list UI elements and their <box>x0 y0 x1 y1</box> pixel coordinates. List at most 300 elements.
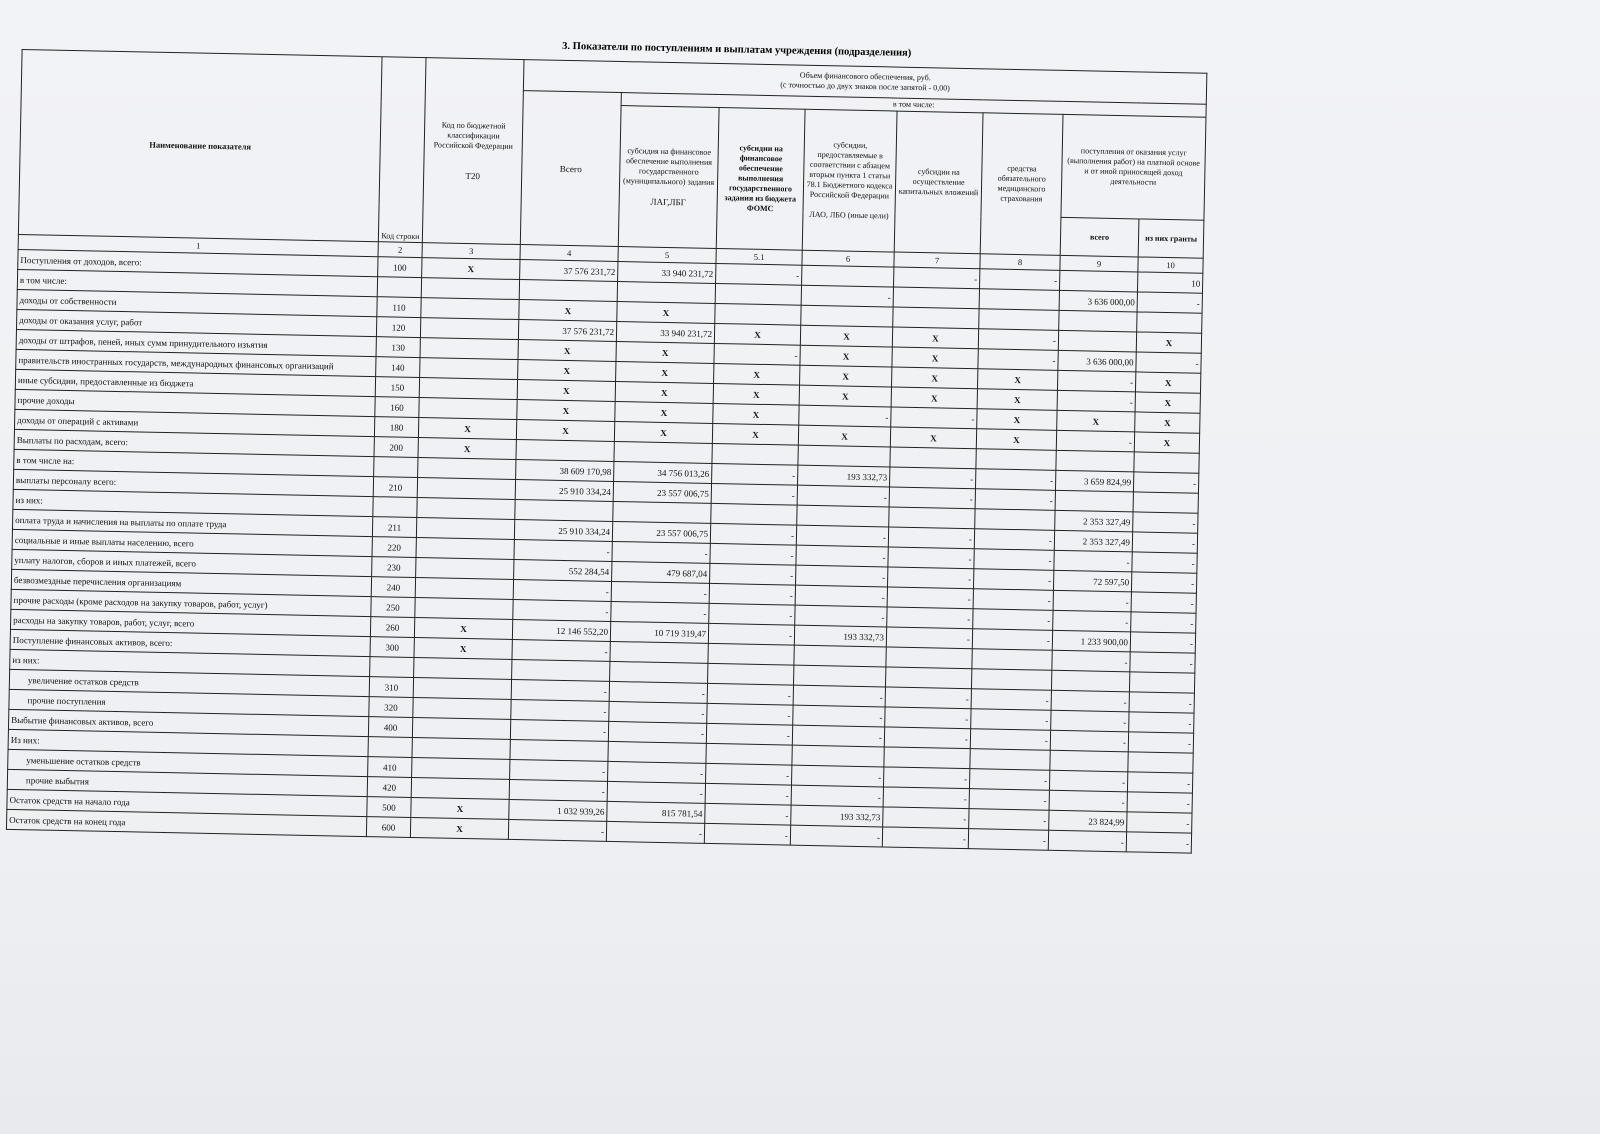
row-code <box>373 497 417 518</box>
row-cell: - <box>1051 710 1129 732</box>
row-cell: 37 576 231,72 <box>520 260 618 282</box>
row-cell: - <box>608 761 706 783</box>
row-label: уплату налогов, сборов и иных платежей, всего <box>12 549 372 576</box>
row-cell <box>715 283 801 305</box>
row-cell: - <box>972 629 1052 651</box>
row-cell <box>610 661 708 683</box>
row-cell <box>893 287 979 309</box>
row-cell: - <box>1048 830 1126 852</box>
row-cell <box>421 278 519 300</box>
row-cell: - <box>973 609 1053 631</box>
row-cell: Х <box>617 301 715 323</box>
row-cell: - <box>704 823 790 845</box>
row-cell <box>510 739 608 761</box>
row-cell: 12 146 552,20 <box>512 619 610 641</box>
row-cell: - <box>885 687 971 709</box>
row-label: Выбытие финансовых активов, всего <box>8 709 368 736</box>
row-cell: 2 353 327,49 <box>1054 530 1132 552</box>
row-cell: - <box>1131 572 1196 593</box>
row-cell: - <box>1053 590 1131 612</box>
header-col5-sub: ЛАГ,ЛБГ <box>650 196 687 207</box>
row-cell: Х <box>891 387 977 409</box>
row-label: прочие выбытия <box>7 769 367 796</box>
row-label: Остаток средств на начало года <box>7 789 367 816</box>
row-cell: 23 557 006,75 <box>613 481 711 503</box>
row-cell: 33 940 231,72 <box>618 262 716 284</box>
row-cell: - <box>969 769 1049 791</box>
row-cell <box>972 649 1052 671</box>
row-cell: 552 284,54 <box>514 559 612 581</box>
row-cell <box>1059 270 1137 292</box>
row-cell: - <box>887 587 973 609</box>
row-cell: - <box>1049 770 1127 792</box>
row-cell: 193 332,73 <box>794 625 886 647</box>
row-cell: - <box>887 607 973 629</box>
row-cell: - <box>512 639 610 661</box>
row-cell <box>975 509 1055 531</box>
row-label: доходы от штрафов, пеней, иных сумм принудительного изъятия <box>16 329 376 356</box>
header-kbk-label: Код по бюджетной классификации Российской Федерации <box>433 119 513 151</box>
row-cell: - <box>705 783 791 805</box>
row-cell: - <box>971 709 1051 731</box>
row-cell <box>801 305 893 327</box>
row-code: 310 <box>369 677 413 698</box>
row-cell: Х <box>714 363 800 385</box>
row-cell: Х <box>517 380 615 402</box>
row-label: безвозмездные перечисления организациям <box>11 569 371 596</box>
row-cell <box>420 318 518 340</box>
row-cell: Х <box>519 300 617 322</box>
row-cell: Х <box>516 420 614 442</box>
row-cell <box>971 669 1051 691</box>
col-number: 10 <box>1138 257 1203 273</box>
row-label: доходы от операций с активами <box>14 409 374 436</box>
row-cell: - <box>1127 812 1192 833</box>
row-cell <box>415 578 513 600</box>
row-cell <box>979 289 1059 311</box>
row-cell <box>414 657 512 679</box>
row-cell: - <box>609 701 707 723</box>
row-cell: 193 332,73 <box>798 465 890 487</box>
row-cell: Х <box>616 361 714 383</box>
row-label: Поступление финансовых активов, всего: <box>10 629 370 656</box>
row-cell: Х <box>614 421 712 443</box>
row-cell: - <box>608 721 706 743</box>
row-cell: - <box>710 543 796 565</box>
header-col51: субсидии на финансовое обеспечение выполнения государственного задания из бюджета ФОМС <box>716 108 805 251</box>
row-cell <box>1055 490 1133 512</box>
row-label: в том числе на: <box>14 449 374 476</box>
row-code: 320 <box>369 697 413 718</box>
row-cell: 23 557 006,75 <box>612 521 710 543</box>
financial-table <box>6 49 1208 854</box>
row-cell <box>1059 310 1137 332</box>
row-cell: - <box>1052 650 1130 672</box>
row-label: доходы от собственности <box>17 289 377 316</box>
row-cell: - <box>705 803 791 825</box>
row-label: Выплаты по расходам, всего: <box>14 429 374 456</box>
header-col5-label: субсидия на финансовое обеспечение выполнения государственного (муниципального) задания <box>623 145 715 187</box>
col-number: 1 <box>18 234 378 256</box>
row-cell: - <box>607 781 705 803</box>
row-cell: - <box>978 329 1058 351</box>
header-name: Наименование показателя <box>18 50 382 242</box>
row-cell <box>712 443 798 465</box>
row-cell: - <box>883 787 969 809</box>
row-cell <box>412 717 510 739</box>
row-cell: - <box>1132 532 1197 553</box>
row-cell: Х <box>977 409 1057 431</box>
row-code: 200 <box>374 437 418 458</box>
row-cell: Х <box>799 385 891 407</box>
row-cell: - <box>792 765 884 787</box>
header-in-that: в том числе: <box>621 93 1206 118</box>
row-cell: - <box>609 681 707 703</box>
row-cell: Х <box>977 389 1057 411</box>
row-cell: 34 756 013,26 <box>614 461 712 483</box>
row-label: прочие расходы (кроме расходов на закупку товаров, работ, услуг) <box>11 589 371 616</box>
row-cell: - <box>801 285 893 307</box>
row-cell: - <box>710 523 796 545</box>
row-cell: Х <box>892 367 978 389</box>
row-code: 400 <box>368 717 412 738</box>
row-cell <box>608 741 706 763</box>
row-cell: - <box>1126 832 1191 853</box>
row-cell: - <box>510 759 608 781</box>
row-cell: - <box>510 719 608 741</box>
row-cell: - <box>712 463 798 485</box>
row-cell: - <box>973 589 1053 611</box>
row-label: иные субсидии, предоставленные из бюджета <box>15 369 375 396</box>
row-cell <box>886 647 972 669</box>
row-cell: - <box>795 585 887 607</box>
row-cell: 25 910 334,24 <box>514 519 612 541</box>
row-cell: - <box>1133 512 1198 533</box>
row-cell: 193 332,73 <box>791 805 883 827</box>
header-col5 <box>618 106 719 249</box>
row-cell <box>715 303 801 325</box>
row-cell: - <box>1054 550 1132 572</box>
row-cell <box>613 501 711 523</box>
row-code: 180 <box>374 417 418 438</box>
row-cell: - <box>890 467 976 489</box>
row-cell: Х <box>518 340 616 362</box>
row-cell <box>516 440 614 462</box>
row-cell: - <box>796 545 888 567</box>
row-cell: - <box>887 567 973 589</box>
row-cell: - <box>792 725 884 747</box>
row-cell: Х <box>1136 332 1201 353</box>
row-cell: Х <box>977 369 1057 391</box>
row-cell: - <box>606 821 704 843</box>
row-cell <box>610 641 708 663</box>
row-cell <box>419 378 517 400</box>
row-cell: - <box>706 723 792 745</box>
row-cell <box>1050 750 1128 772</box>
header-col6-sub: ЛАО, ЛБО (иные цели) <box>809 209 889 221</box>
row-cell: Х <box>892 347 978 369</box>
row-cell: - <box>888 527 974 549</box>
row-cell <box>708 663 794 685</box>
row-cell: - <box>971 689 1051 711</box>
row-code: 150 <box>375 377 419 398</box>
row-cell: - <box>711 483 797 505</box>
row-code <box>370 657 414 678</box>
row-cell <box>415 598 513 620</box>
row-cell: - <box>611 601 709 623</box>
row-cell: - <box>1127 772 1192 793</box>
row-cell: Х <box>517 400 615 422</box>
row-cell <box>614 441 712 463</box>
header-col7: субсидии на осуществление капитальных вложений <box>894 111 983 254</box>
row-code: 220 <box>372 537 416 558</box>
row-cell: - <box>1050 730 1128 752</box>
row-cell: 10 719 319,47 <box>610 621 708 643</box>
row-cell: Х <box>800 365 892 387</box>
row-cell: Х <box>892 327 978 349</box>
row-cell: - <box>970 729 1050 751</box>
row-cell: - <box>511 679 609 701</box>
row-cell <box>889 507 975 529</box>
row-cell: - <box>611 581 709 603</box>
row-code: 600 <box>366 817 410 838</box>
row-cell: - <box>790 825 882 847</box>
row-cell: - <box>975 469 1055 491</box>
header-paid-total: всего <box>1060 218 1139 257</box>
col-number: 5 <box>618 247 716 264</box>
row-cell <box>885 667 971 689</box>
header-code: Код строки <box>378 57 426 243</box>
row-cell <box>419 398 517 420</box>
col-number: 4 <box>520 245 618 262</box>
row-cell: Х <box>418 438 516 460</box>
row-cell: - <box>796 565 888 587</box>
row-cell: - <box>706 763 792 785</box>
row-cell: Х <box>800 345 892 367</box>
col-number: 7 <box>894 252 980 269</box>
row-cell: - <box>1130 632 1195 653</box>
document <box>6 30 1272 855</box>
row-code: 120 <box>376 317 420 338</box>
row-code: 240 <box>371 577 415 598</box>
header-total: Всего <box>520 91 621 247</box>
row-cell <box>884 747 970 769</box>
col-number: 6 <box>802 250 894 267</box>
row-cell: Х <box>615 381 713 403</box>
row-code: 500 <box>367 797 411 818</box>
document-title: 3. Показатели по поступлениям и выплатам учреждения (подразделения) <box>562 40 912 59</box>
row-cell <box>417 478 515 500</box>
row-cell <box>1128 752 1193 773</box>
row-cell <box>1134 452 1199 473</box>
row-cell: - <box>1049 790 1127 812</box>
row-cell: - <box>889 487 975 509</box>
row-cell: - <box>885 707 971 729</box>
row-cell <box>890 447 976 469</box>
table-body <box>6 234 1203 853</box>
row-cell <box>802 265 894 287</box>
row-cell: 38 609 170,98 <box>516 460 614 482</box>
row-label: социальные и иные выплаты населению, всего <box>12 529 372 556</box>
row-cell: 37 576 231,72 <box>518 320 616 342</box>
row-cell: Х <box>422 258 520 280</box>
row-cell <box>1058 330 1136 352</box>
row-cell: - <box>1129 692 1194 713</box>
row-cell <box>893 307 979 329</box>
row-cell: Х <box>418 418 516 440</box>
row-cell: 3 659 824,99 <box>1055 470 1133 492</box>
row-cell: Х <box>1134 432 1199 453</box>
row-cell: - <box>796 525 888 547</box>
row-label: прочие доходы <box>15 389 375 416</box>
row-cell <box>412 757 510 779</box>
row-cell: 72 597,50 <box>1053 570 1131 592</box>
row-cell <box>1051 670 1129 692</box>
row-cell <box>416 558 514 580</box>
row-cell: - <box>1057 370 1135 392</box>
row-cell: - <box>612 541 710 563</box>
header-group-sub: (с точностью до двух знаков после запятой - 0,00) <box>780 80 950 93</box>
row-cell <box>519 280 617 302</box>
row-code <box>368 737 412 758</box>
header-paid-grants: из них гранты <box>1138 219 1204 258</box>
row-cell: - <box>511 699 609 721</box>
row-cell <box>708 643 794 665</box>
row-cell: - <box>793 705 885 727</box>
row-cell: 3 636 000,00 <box>1059 290 1137 312</box>
row-cell: - <box>1130 652 1195 673</box>
row-cell <box>797 505 889 527</box>
row-cell: Х <box>976 429 1056 451</box>
row-cell: - <box>793 685 885 707</box>
row-cell <box>411 777 509 799</box>
row-label: расходы на закупку товаров, работ, услуг, всего <box>10 609 370 636</box>
row-code: 210 <box>373 477 417 498</box>
row-code: 100 <box>378 257 422 278</box>
row-cell: - <box>969 789 1049 811</box>
row-cell: - <box>799 405 891 427</box>
row-cell <box>792 745 884 767</box>
row-cell: - <box>974 529 1054 551</box>
row-cell: Х <box>713 403 799 425</box>
row-label: оплата труда и начисления на выплаты по оплате труда <box>12 509 372 536</box>
row-cell: Х <box>714 323 800 345</box>
row-cell: - <box>514 539 612 561</box>
row-label: Из них: <box>8 729 368 756</box>
row-cell: - <box>969 809 1049 831</box>
row-cell: - <box>1131 612 1196 633</box>
row-cell: - <box>714 343 800 365</box>
row-cell <box>416 538 514 560</box>
row-cell: - <box>888 547 974 569</box>
row-cell: Х <box>518 360 616 382</box>
row-cell: Х <box>414 637 512 659</box>
row-cell: - <box>797 485 889 507</box>
row-cell: - <box>1128 732 1193 753</box>
row-cell: Х <box>713 383 799 405</box>
row-cell <box>798 445 890 467</box>
row-cell: Х <box>410 817 508 839</box>
row-cell: - <box>1137 292 1202 313</box>
row-code: 140 <box>376 357 420 378</box>
row-cell: Х <box>616 341 714 363</box>
row-cell: - <box>975 489 1055 511</box>
row-cell: Х <box>615 401 713 423</box>
col-number: 3 <box>422 243 520 260</box>
row-code: 260 <box>370 617 414 638</box>
row-code: 110 <box>377 297 421 318</box>
row-cell: - <box>709 583 795 605</box>
row-cell: - <box>709 603 795 625</box>
row-cell <box>412 737 510 759</box>
row-cell <box>617 282 715 304</box>
row-code: 130 <box>376 337 420 358</box>
row-label: уменьшение остатков средств <box>8 749 368 776</box>
row-cell: Х <box>800 325 892 347</box>
row-cell: - <box>973 569 1053 591</box>
row-code: 160 <box>375 397 419 418</box>
row-cell <box>1137 312 1202 333</box>
row-code: 250 <box>371 597 415 618</box>
row-cell: Х <box>890 427 976 449</box>
row-cell: 25 910 334,24 <box>515 479 613 501</box>
row-cell: Х <box>1135 392 1200 413</box>
row-label: доходы от оказания услуг, работ <box>16 309 376 336</box>
row-cell <box>979 309 1059 331</box>
row-cell: - <box>1057 390 1135 412</box>
row-cell <box>512 659 610 681</box>
row-cell: - <box>1127 792 1192 813</box>
header-kbk-sub: Т20 <box>465 170 481 181</box>
row-cell <box>1133 492 1198 513</box>
row-cell: 1 032 939,26 <box>509 799 607 821</box>
row-cell: - <box>884 727 970 749</box>
row-cell: - <box>710 563 796 585</box>
row-cell: - <box>791 785 883 807</box>
row-cell: - <box>513 579 611 601</box>
row-cell: - <box>795 605 887 627</box>
row-cell: - <box>891 407 977 429</box>
row-cell: Х <box>1135 372 1200 393</box>
row-cell: - <box>974 549 1054 571</box>
row-cell: - <box>978 349 1058 371</box>
row-cell: Х <box>798 425 890 447</box>
row-cell: - <box>1136 352 1201 373</box>
row-code: 211 <box>372 517 416 538</box>
row-label: из них: <box>10 649 370 676</box>
row-cell: 23 824,99 <box>1049 810 1127 832</box>
row-cell: - <box>979 269 1059 291</box>
row-cell <box>420 338 518 360</box>
row-cell: - <box>968 829 1048 851</box>
header-paid: поступления от оказания услуг (выполнения работ) на платной основе и от иной приносящей доход деятельности <box>1061 114 1206 220</box>
row-cell: Х <box>1135 412 1200 433</box>
col-number: 9 <box>1060 255 1138 272</box>
row-cell: - <box>883 767 969 789</box>
row-label: Поступления от доходов, всего: <box>18 249 378 276</box>
row-cell <box>417 498 515 520</box>
row-cell <box>1129 672 1194 693</box>
col-number: 2 <box>378 242 422 258</box>
row-cell: 10 <box>1137 272 1202 293</box>
row-cell: - <box>513 599 611 621</box>
row-cell <box>1056 450 1134 472</box>
row-cell: Х <box>1057 410 1135 432</box>
row-cell <box>794 645 886 667</box>
row-label: прочие поступления <box>9 689 369 716</box>
row-cell <box>711 503 797 525</box>
row-cell: Х <box>411 797 509 819</box>
